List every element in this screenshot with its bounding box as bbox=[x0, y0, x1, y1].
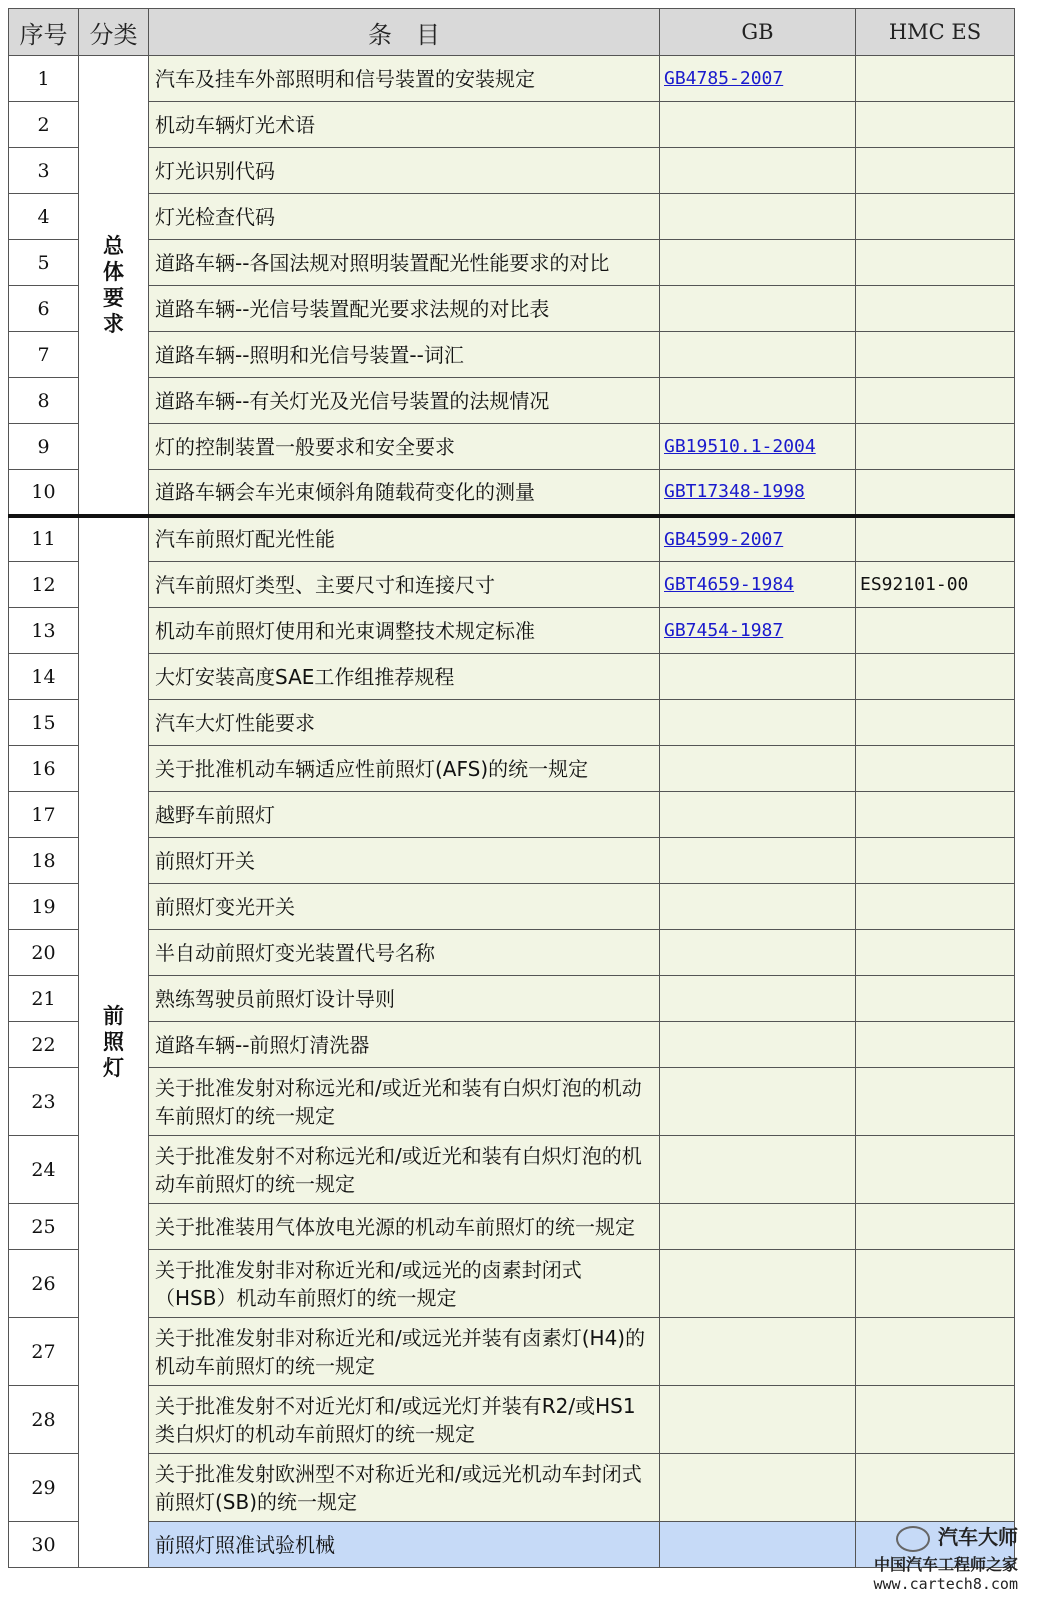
item-cell: 前照灯照准试验机械 bbox=[149, 1522, 660, 1568]
row-number: 27 bbox=[9, 1318, 79, 1386]
gb-standard-link[interactable]: GB4599-2007 bbox=[664, 528, 784, 550]
row-number: 3 bbox=[9, 148, 79, 194]
category-label: 总 体 要 求 bbox=[103, 233, 124, 336]
hmc-es-cell bbox=[856, 1454, 1015, 1522]
gb-cell bbox=[660, 654, 856, 700]
hmc-es-cell bbox=[856, 194, 1015, 240]
item-cell: 关于批准装用气体放电光源的机动车前照灯的统一规定 bbox=[149, 1204, 660, 1250]
gb-standard-link[interactable]: GB19510.1-2004 bbox=[664, 436, 816, 457]
table-row bbox=[9, 194, 1015, 240]
row-number: 23 bbox=[9, 1068, 79, 1136]
gb-cell bbox=[660, 1386, 856, 1454]
hmc-es-cell bbox=[856, 424, 1015, 470]
gb-cell bbox=[660, 562, 856, 608]
hmc-es-cell bbox=[856, 470, 1015, 516]
row-number: 25 bbox=[9, 1204, 79, 1250]
watermark-name: 汽车大师 bbox=[938, 1524, 1018, 1549]
gb-cell bbox=[660, 700, 856, 746]
header-category: 分类 bbox=[79, 9, 149, 56]
item-cell: 汽车及挂车外部照明和信号装置的安装规定 bbox=[149, 56, 660, 102]
table-row bbox=[9, 1204, 1015, 1250]
hmc-es-cell bbox=[856, 1318, 1015, 1386]
item-cell: 汽车前照灯类型、主要尺寸和连接尺寸 bbox=[149, 562, 660, 608]
item-cell: 关于批准发射不对称远光和/或近光和装有白炽灯泡的机动车前照灯的统一规定 bbox=[149, 1136, 660, 1204]
gb-cell bbox=[660, 884, 856, 930]
hmc-es-cell bbox=[856, 240, 1015, 286]
row-number: 22 bbox=[9, 1022, 79, 1068]
hmc-es-cell bbox=[856, 930, 1015, 976]
hmc-es-cell bbox=[856, 286, 1015, 332]
hmc-es-cell bbox=[856, 1022, 1015, 1068]
table-row bbox=[9, 102, 1015, 148]
gb-cell bbox=[660, 930, 856, 976]
watermark-sub: 中国汽车工程师之家 bbox=[873, 1555, 1018, 1574]
row-number: 5 bbox=[9, 240, 79, 286]
table-row bbox=[9, 1068, 1015, 1136]
hmc-es-cell bbox=[856, 1250, 1015, 1318]
item-cell: 关于批准发射非对称近光和/或远光并装有卤素灯(H4)的机动车前照灯的统一规定 bbox=[149, 1318, 660, 1386]
hmc-es-cell: ES92101-00 bbox=[856, 562, 1015, 608]
row-number: 14 bbox=[9, 654, 79, 700]
gb-cell bbox=[660, 1022, 856, 1068]
table-row bbox=[9, 746, 1015, 792]
gb-cell bbox=[660, 424, 856, 470]
hmc-es-cell bbox=[856, 102, 1015, 148]
item-cell: 道路车辆--照明和光信号装置--词汇 bbox=[149, 332, 660, 378]
standards-table bbox=[8, 8, 1015, 1568]
hmc-es-cell bbox=[856, 700, 1015, 746]
item-cell: 道路车辆会车光束倾斜角随载荷变化的测量 bbox=[149, 470, 660, 516]
category-cell bbox=[79, 516, 149, 1568]
item-cell: 关于批准发射对称远光和/或近光和装有白炽灯泡的机动车前照灯的统一规定 bbox=[149, 1068, 660, 1136]
header-hmc-es: HMC ES bbox=[856, 9, 1015, 56]
row-number: 21 bbox=[9, 976, 79, 1022]
item-cell: 灯的控制装置一般要求和安全要求 bbox=[149, 424, 660, 470]
row-number: 29 bbox=[9, 1454, 79, 1522]
table-row bbox=[9, 1022, 1015, 1068]
hmc-es-cell bbox=[856, 516, 1015, 562]
row-number: 1 bbox=[9, 56, 79, 102]
item-cell: 道路车辆--光信号装置配光要求法规的对比表 bbox=[149, 286, 660, 332]
gb-cell bbox=[660, 194, 856, 240]
item-cell: 道路车辆--有关灯光及光信号装置的法规情况 bbox=[149, 378, 660, 424]
hmc-es-cell bbox=[856, 838, 1015, 884]
table-row bbox=[9, 1454, 1015, 1522]
gb-cell bbox=[660, 56, 856, 102]
row-number: 18 bbox=[9, 838, 79, 884]
table-row bbox=[9, 930, 1015, 976]
table-row bbox=[9, 792, 1015, 838]
hmc-es-cell bbox=[856, 608, 1015, 654]
header-seq: 序号 bbox=[9, 9, 79, 56]
hmc-es-cell bbox=[856, 884, 1015, 930]
table-row bbox=[9, 562, 1015, 608]
item-cell: 关于批准机动车辆适应性前照灯(AFS)的统一规定 bbox=[149, 746, 660, 792]
header-gb: GB bbox=[660, 9, 856, 56]
table-row bbox=[9, 378, 1015, 424]
gb-cell bbox=[660, 148, 856, 194]
table-row bbox=[9, 654, 1015, 700]
gb-cell bbox=[660, 1136, 856, 1204]
row-number: 16 bbox=[9, 746, 79, 792]
table-row bbox=[9, 516, 1015, 562]
table-row bbox=[9, 608, 1015, 654]
gb-cell bbox=[660, 1454, 856, 1522]
gb-cell bbox=[660, 286, 856, 332]
item-cell: 机动车前照灯使用和光束调整技术规定标准 bbox=[149, 608, 660, 654]
row-number: 13 bbox=[9, 608, 79, 654]
table-row bbox=[9, 976, 1015, 1022]
gb-cell bbox=[660, 746, 856, 792]
wechat-icon bbox=[896, 1526, 930, 1552]
table-row bbox=[9, 240, 1015, 286]
row-number: 20 bbox=[9, 930, 79, 976]
hmc-es-cell bbox=[856, 148, 1015, 194]
hmc-es-cell bbox=[856, 332, 1015, 378]
hmc-es-cell bbox=[856, 746, 1015, 792]
table-body bbox=[9, 56, 1015, 1568]
category-label: 前 照 灯 bbox=[103, 1004, 124, 1081]
hmc-es-cell bbox=[856, 1386, 1015, 1454]
item-cell: 灯光检查代码 bbox=[149, 194, 660, 240]
item-cell: 关于批准发射不对近光灯和/或远光灯并装有R2/或HS1类白炽灯的机动车前照灯的统一规定 bbox=[149, 1386, 660, 1454]
item-cell: 越野车前照灯 bbox=[149, 792, 660, 838]
header-item: 条 目 bbox=[149, 9, 660, 56]
hmc-es-cell bbox=[856, 1068, 1015, 1136]
row-number: 24 bbox=[9, 1136, 79, 1204]
item-cell: 道路车辆--各国法规对照明装置配光性能要求的对比 bbox=[149, 240, 660, 286]
gb-cell bbox=[660, 792, 856, 838]
table-row bbox=[9, 1250, 1015, 1318]
gb-cell bbox=[660, 1522, 856, 1568]
hmc-es-cell bbox=[856, 654, 1015, 700]
row-number: 28 bbox=[9, 1386, 79, 1454]
row-number: 7 bbox=[9, 332, 79, 378]
gb-cell bbox=[660, 378, 856, 424]
gb-standard-link[interactable]: GB7454-1987 bbox=[664, 620, 784, 641]
row-number: 2 bbox=[9, 102, 79, 148]
row-number: 10 bbox=[9, 470, 79, 516]
gb-cell bbox=[660, 1318, 856, 1386]
watermark bbox=[874, 1521, 1019, 1594]
hmc-es-cell bbox=[856, 378, 1015, 424]
row-number: 15 bbox=[9, 700, 79, 746]
item-cell: 灯光识别代码 bbox=[149, 148, 660, 194]
item-cell: 熟练驾驶员前照灯设计导则 bbox=[149, 976, 660, 1022]
row-number: 8 bbox=[9, 378, 79, 424]
gb-cell bbox=[660, 608, 856, 654]
gb-cell bbox=[660, 1250, 856, 1318]
hmc-es-cell bbox=[856, 976, 1015, 1022]
table-row bbox=[9, 1522, 1015, 1568]
gb-cell bbox=[660, 240, 856, 286]
gb-standard-link[interactable]: GBT17348-1998 bbox=[664, 481, 805, 503]
item-cell: 机动车辆灯光术语 bbox=[149, 102, 660, 148]
gb-cell bbox=[660, 332, 856, 378]
table-row bbox=[9, 424, 1015, 470]
row-number: 30 bbox=[9, 1522, 79, 1568]
row-number: 26 bbox=[9, 1250, 79, 1318]
item-cell: 半自动前照灯变光装置代号名称 bbox=[149, 930, 660, 976]
row-number: 4 bbox=[9, 194, 79, 240]
gb-cell bbox=[660, 516, 856, 562]
item-cell: 汽车大灯性能要求 bbox=[149, 700, 660, 746]
item-cell: 关于批准发射非对称近光和/或远光的卤素封闭式（HSB）机动车前照灯的统一规定 bbox=[149, 1250, 660, 1318]
table-row bbox=[9, 1318, 1015, 1386]
table-row bbox=[9, 470, 1015, 516]
gb-cell bbox=[660, 838, 856, 884]
table-row bbox=[9, 700, 1015, 746]
table-row bbox=[9, 56, 1015, 102]
row-number: 11 bbox=[9, 516, 79, 562]
table-row bbox=[9, 1386, 1015, 1454]
item-cell: 关于批准发射欧洲型不对称近光和/或远光机动车封闭式前照灯(SB)的统一规定 bbox=[149, 1454, 660, 1522]
item-cell: 大灯安装高度SAE工作组推荐规程 bbox=[149, 654, 660, 700]
row-number: 9 bbox=[9, 424, 79, 470]
table-row bbox=[9, 1136, 1015, 1204]
table-header-row bbox=[9, 9, 1015, 56]
table-row bbox=[9, 838, 1015, 884]
item-cell: 道路车辆--前照灯清洗器 bbox=[149, 1022, 660, 1068]
hmc-es-cell bbox=[856, 56, 1015, 102]
item-cell: 前照灯开关 bbox=[149, 838, 660, 884]
item-cell: 前照灯变光开关 bbox=[149, 884, 660, 930]
gb-standard-link[interactable]: GBT4659-1984 bbox=[664, 574, 795, 595]
item-cell: 汽车前照灯配光性能 bbox=[149, 516, 660, 562]
gb-cell bbox=[660, 1068, 856, 1136]
table-row bbox=[9, 286, 1015, 332]
row-number: 17 bbox=[9, 792, 79, 838]
table-row bbox=[9, 332, 1015, 378]
hmc-es-cell bbox=[856, 1204, 1015, 1250]
table-row bbox=[9, 884, 1015, 930]
category-cell bbox=[79, 56, 149, 516]
hmc-es-cell bbox=[856, 1136, 1015, 1204]
row-number: 19 bbox=[9, 884, 79, 930]
hmc-es-cell bbox=[856, 792, 1015, 838]
watermark-url: www.cartech8.com bbox=[873, 1575, 1018, 1593]
gb-cell bbox=[660, 470, 856, 516]
gb-standard-link[interactable]: GB4785-2007 bbox=[664, 68, 784, 89]
gb-cell bbox=[660, 1204, 856, 1250]
gb-cell bbox=[660, 102, 856, 148]
row-number: 6 bbox=[9, 286, 79, 332]
gb-cell bbox=[660, 976, 856, 1022]
table-row bbox=[9, 148, 1015, 194]
row-number: 12 bbox=[9, 562, 79, 608]
